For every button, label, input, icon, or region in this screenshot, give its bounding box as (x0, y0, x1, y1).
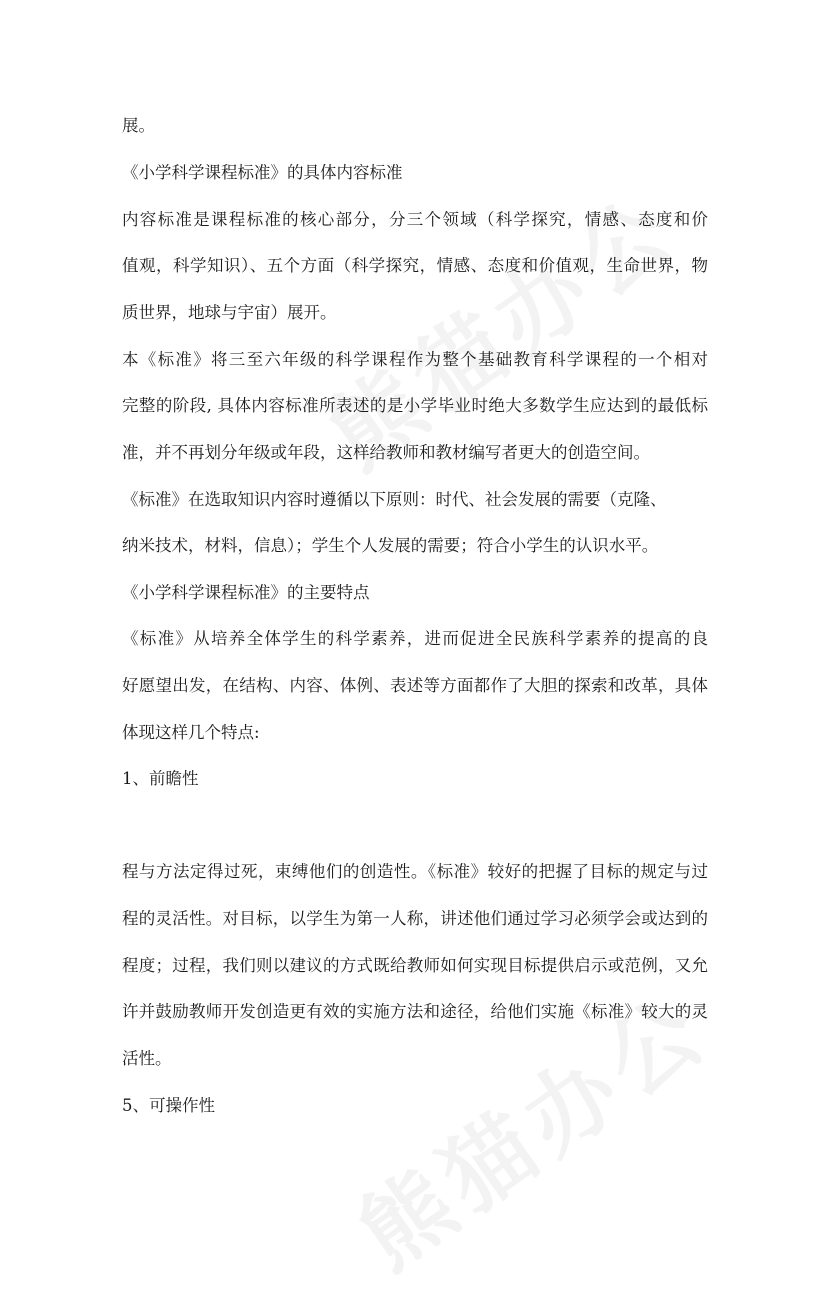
section-heading: 《小学科学课程标准》的主要特点 (122, 583, 370, 602)
text-line: 许并鼓励教师开发创造更有效的实施方法和途径，给他们实施《标准》较大的灵 (122, 1002, 708, 1021)
text-line: 好愿望出发，在结构、内容、体例、表述等方面都作了大胆的探索和改革，具体 (122, 676, 708, 695)
text-line: 程与方法定得过死，束缚他们的创造性。《标准》较好的把握了目标的规定与过 (122, 862, 708, 881)
text-line: 程的灵活性。对目标，以学生为第一人称，讲述他们通过学习必须学会或达到的 (122, 909, 708, 928)
text-line: 本《标准》将三至六年级的科学课程作为整个基础教育科学课程的一个相对 (122, 350, 708, 369)
list-heading: 5、可操作性 (122, 1096, 215, 1115)
text-line: 完整的阶段, 具体内容标准所表述的是小学毕业时绝大多数学生应达到的最低标 (122, 396, 708, 415)
text-line: 《标准》从培养全体学生的科学素养，进而促进全民族科学素养的提高的良 (122, 629, 708, 648)
text-line: 《标准》在选取知识内容时遵循以下原则：时代、社会发展的需要（克隆、 (122, 490, 667, 509)
text-line: 展。 (122, 116, 155, 135)
list-heading: 1、前瞻性 (122, 769, 199, 788)
text-line: 内容标准是课程标准的核心部分，分三个领域（科学探究，情感、态度和价 (122, 210, 708, 229)
text-line: 准，并不再划分年级或年段，这样给教师和教材编写者更大的创造空间。 (122, 443, 650, 462)
text-line: 程度；过程，我们则以建议的方式既给教师如何实现目标提供启示或范例，又允 (122, 956, 708, 975)
text-line: 活性。 (122, 1049, 172, 1068)
text-line: 体现这样几个特点: (122, 723, 260, 742)
text-line: 值观，科学知识）、五个方面（科学探究，情感、态度和价值观，生命世界，物 (122, 256, 708, 275)
text-line: 质世界，地球与宇宙）展开。 (122, 303, 337, 322)
text-line: 纳米技术，材料，信息）；学生个人发展的需要；符合小学生的认识水平。 (122, 536, 659, 555)
section-heading: 《小学科学课程标准》的具体内容标准 (122, 163, 403, 182)
